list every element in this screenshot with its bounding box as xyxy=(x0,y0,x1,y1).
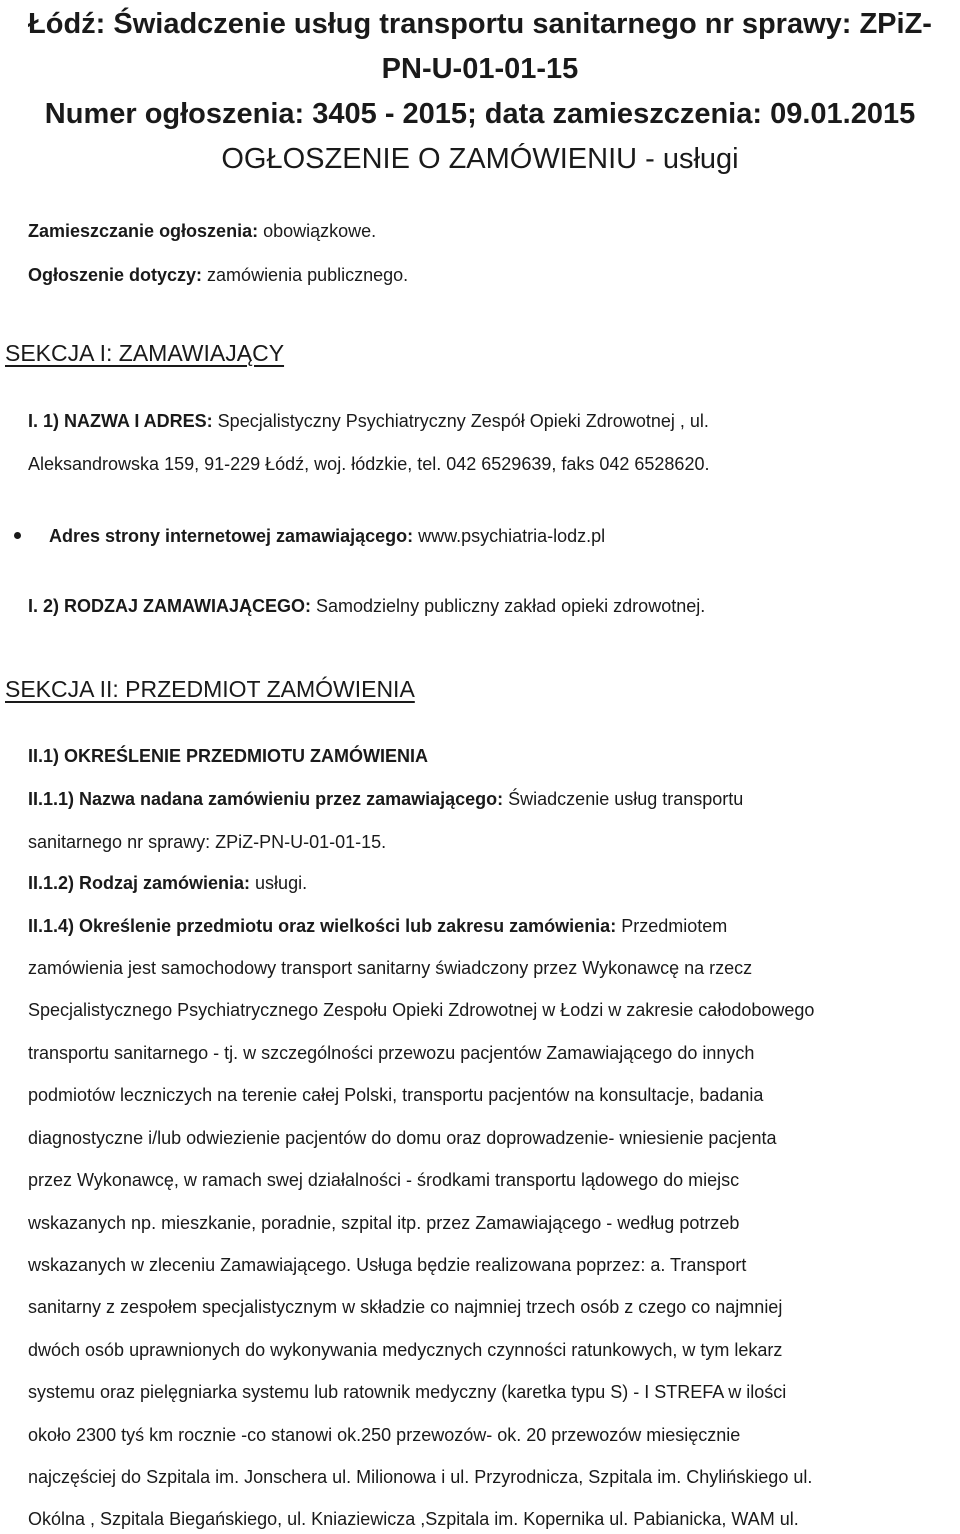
item-1-4-line-8: wskazanych np. mieszkanie, poradnie, szpital itp. przez Zamawiającego - według potrzeb xyxy=(28,1213,740,1233)
website-label: Adres strony internetowej zamawiającego: xyxy=(49,526,414,546)
title-line-3: Numer ogłoszenia: 3405 - 2015; data zamieszczenia: 09.01.2015 xyxy=(44,98,916,130)
name-address-line-1 xyxy=(28,408,709,434)
type-value: Samodzielny publiczny zakład opieki zdrowotnej. xyxy=(311,596,706,616)
website-item xyxy=(14,523,605,549)
item-1-4-line-10: sanitarny z zespołem specjalistycznym w składzie co najmniej trzech osób z czego co najmniej xyxy=(28,1297,783,1317)
item-1-1-line-1 xyxy=(28,786,743,812)
concerns-value: zamówienia publicznego. xyxy=(202,265,409,285)
item-1-1-line-2: sanitarnego nr sprawy: ZPiZ-PN-U-01-01-15. xyxy=(28,832,387,852)
name-address-value-1: Specjalistyczny Psychiatryczny Zespół Opieki Zdrowotnej , ul. xyxy=(212,411,709,431)
item-1-4-line-4: transportu sanitarnego - tj. w szczególności przewozu pacjentów Zamawiającego do innych xyxy=(28,1043,755,1063)
item-1-2-value: usługi. xyxy=(250,873,308,893)
item-1-4-line-11: dwóch osób uprawnionych do wykonywania medycznych czynności ratunkowych, w tym lekarz xyxy=(28,1340,783,1360)
item-1-2-label: II.1.2) Rodzaj zamówienia: xyxy=(28,873,251,893)
item-1-4-line-2: zamówienia jest samochodowy transport sanitarny świadczony przez Wykonawcę na rzecz xyxy=(28,958,753,978)
item-1-4-line-7: przez Wykonawcę, w ramach swej działalności - środkami transportu lądowego do miejsc xyxy=(28,1170,740,1190)
section-2-subheading: II.1) OKREŚLENIE PRZEDMIOTU ZAMÓWIENIA xyxy=(28,746,429,766)
name-address-line-2: Aleksandrowska 159, 91-229 Łódź, woj. łódzkie, tel. 042 6529639, faks 042 6528620. xyxy=(28,454,710,474)
item-1-4-line-9: wskazanych w zleceniu Zamawiającego. Usługa będzie realizowana poprzez: a. Transport xyxy=(28,1255,747,1275)
placement-label: Zamieszczanie ogłoszenia: xyxy=(28,221,259,241)
bullet-icon xyxy=(14,532,21,539)
item-1-1-value-1: Świadczenie usług transportu xyxy=(503,789,744,809)
item-1-4-line-3: Specjalistycznego Psychiatrycznego Zespołu Opieki Zdrowotnej w Łodzi w zakresie całodobowego xyxy=(28,1000,815,1020)
item-1-4-line-13: około 2300 tyś km rocznie -co stanowi ok.250 przewozów- ok. 20 przewozów miesięcznie xyxy=(28,1425,741,1445)
placement-value: obowiązkowe. xyxy=(258,221,377,241)
concerns-line xyxy=(28,262,408,288)
name-address-label: I. 1) NAZWA I ADRES: xyxy=(28,411,213,431)
title-line-1: Łódź: Świadczenie usług transportu sanitarnego nr sprawy: ZPiZ- xyxy=(28,8,932,40)
title-line-4: OGŁOSZENIE O ZAMÓWIENIU - usługi xyxy=(221,143,739,175)
item-1-1-label: II.1.1) Nazwa nadana zamówieniu przez zamawiającego: xyxy=(28,789,504,809)
section-2-heading: SEKCJA II: PRZEDMIOT ZAMÓWIENIA xyxy=(5,676,415,702)
item-1-4-line-15: Okólna , Szpitala Biegańskiego, ul. Kniaziewicza ,Szpitala im. Kopernika ul. Pabianicka, WAM ul. xyxy=(28,1509,799,1529)
item-1-2-line xyxy=(28,870,307,896)
item-1-4-line-1 xyxy=(28,913,727,939)
item-1-4-line-12: systemu oraz pielęgniarka systemu lub ratownik medyczny (karetka typu S) - I STREFA w ilości xyxy=(28,1382,787,1402)
type-label: I. 2) RODZAJ ZAMAWIAJĄCEGO: xyxy=(28,596,312,616)
item-1-4-line-5: podmiotów leczniczych na terenie całej Polski, transportu pacjentów na konsultacje, badania xyxy=(28,1085,764,1105)
placement-line xyxy=(28,218,376,244)
document-header xyxy=(0,0,960,182)
concerns-label: Ogłoszenie dotyczy: xyxy=(28,265,203,285)
type-line xyxy=(28,593,705,619)
item-1-4-line-14: najczęściej do Szpitala im. Jonschera ul. Milionowa i ul. Przyrodnicza, Szpitala im. Chylińskiego ul. xyxy=(28,1467,813,1487)
item-1-4-value-1: Przedmiotem xyxy=(616,916,728,936)
website-value: www.psychiatria-lodz.pl xyxy=(413,526,606,546)
item-1-4-line-6: diagnostyczne i/lub odwiezienie pacjentów do domu oraz doprowadzenie- wniesienie pacjenta xyxy=(28,1128,777,1148)
title-line-2: PN-U-01-01-15 xyxy=(381,53,579,85)
item-1-4-label: II.1.4) Określenie przedmiotu oraz wielkości lub zakresu zamówienia: xyxy=(28,916,617,936)
section-1-heading: SEKCJA I: ZAMAWIAJĄCY xyxy=(5,340,285,366)
